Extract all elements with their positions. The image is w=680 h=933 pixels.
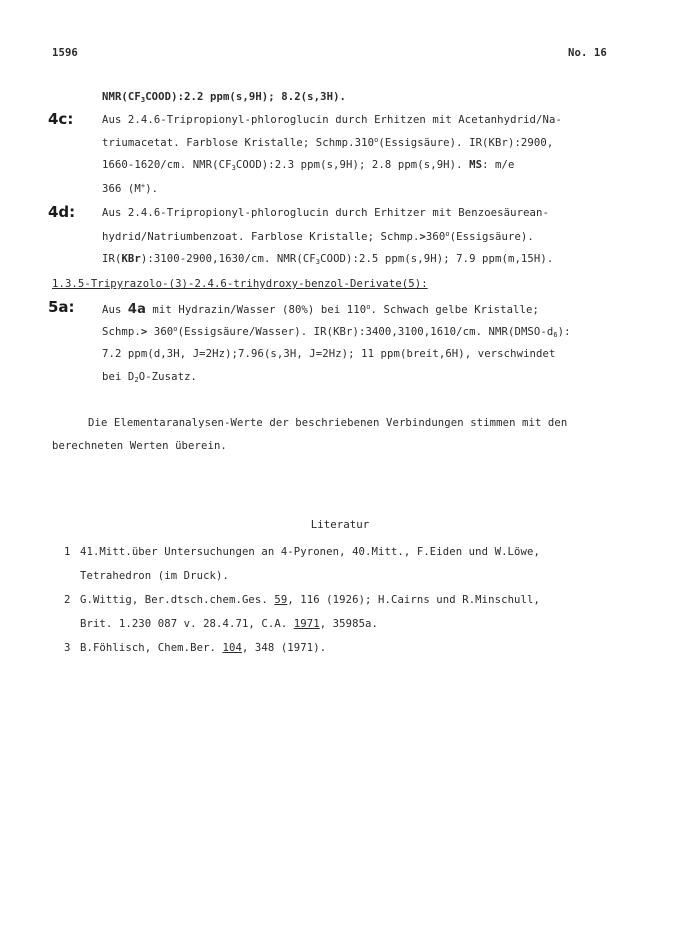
reference-3-number: 3 [64,642,71,654]
page-number: 1596 [52,47,78,59]
entry-4d-line-3: IR(KBr):3100-2900,1630/cm. $NMR(CF_3COOD):2.5$ ppm(s,9H); 7.9 ppm(m,15H). [102,253,554,266]
nmr-line: $NMR(CF_3COOD):2.2$ ppm(s,9H); 8.2(s,3H). [102,91,347,104]
compound-label-4d: 4d: [48,203,76,221]
reference-1-number: 1 [64,546,71,558]
entry-5a-line-1: Aus 4a mit Hydrazin/Wasser (80%) bei 110$^o$. Schwach gelbe Kristalle; [102,302,539,317]
section-heading: 1.3.5-Tripyrazolo-(3)-2.4.6-trihydroxy-benzol-Derivate(5): [52,278,428,290]
closing-line-1: Die Elementaranalysen-Werte der beschriebenen Verbindungen stimmen mit den [88,417,568,429]
compound-label-4c: 4c: [48,110,74,128]
reference-2-number: 2 [64,594,71,606]
issue-number: No. 16 [568,47,607,59]
reference-2-line-2: Brit. 1.230 087 v. 28.4.71, C.A. 1971, 35985a. [80,618,379,630]
entry-5a-line-2: Schmp.> $360^o(Essigsäure/Wasser)$. IR(KBr):3400,3100,1610/cm. $NMR(DMSO-d_6)$: [102,325,571,339]
entry-4c-line-1: Aus 2.4.6-Tripropionyl-phloroglucin durch Erhitzen mit Acetanhydrid/Na- [102,114,562,126]
reference-3-line-1: B.Föhlisch, Chem.Ber. 104, 348 (1971). [80,642,327,654]
entry-4c-line-2: triumacetat. Farblose Kristalle; Schmp.310$^o$(Essigsäure). IR(KBr):2900, [102,136,554,149]
entry-4c-line-4: 366 (M+). [102,182,159,195]
entry-4d-line-1: Aus 2.4.6-Tripropionyl-phloroglucin durch Erhitzer mit Benzoesäurean- [102,207,549,219]
reference-1-line-1: 41.Mitt.über Untersuchungen an 4-Pyronen, 40.Mitt., F.Eiden und W.Löwe, [80,546,540,558]
entry-5a-line-4: bei $D_2O$-Zusatz. [102,371,198,384]
reference-2-line-1: G.Wittig, Ber.dtsch.chem.Ges. 59, 116 (1926); H.Cairns und R.Minschull, [80,594,540,606]
entry-5a-line-3: 7.2 ppm(d,3H, J=2Hz);7.96(s,3H, J=2Hz); 11 ppm(breit,6H), verschwindet [102,348,556,360]
compound-label-5a: 5a: [48,298,75,316]
entry-4d-line-2: hydrid/Natriumbenzoat. Farblose Kristalle; $Schmp.>360^o(Essigsäure)$. [102,230,534,243]
literature-heading: Literatur [310,518,370,531]
entry-4c-line-3: 1660-1620/cm. $NMR(CF_3COOD):2.3$ ppm(s,9H); 2.8 ppm(s,9H). MS: m/e [102,159,515,172]
closing-line-2: berechneten Werten überein. [52,440,227,452]
reference-1-line-2: Tetrahedron (im Druck). [80,570,229,582]
